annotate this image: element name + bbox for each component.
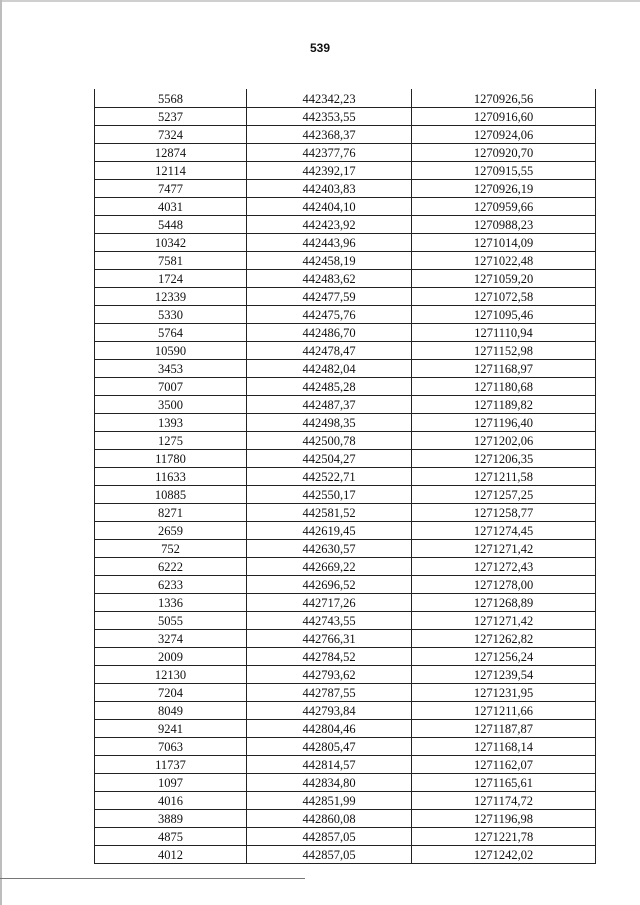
x-coordinate-cell: 442784,52: [247, 647, 412, 665]
point-number-cell: 8271: [95, 503, 247, 521]
x-coordinate-cell: 442475,76: [247, 305, 412, 323]
table-row: [95, 719, 596, 737]
point-number-cell: 11780: [95, 449, 247, 467]
y-coordinate-cell: 1271271,42: [412, 539, 596, 557]
table-row: [95, 809, 596, 827]
x-coordinate-cell: 442498,35: [247, 413, 412, 431]
table-row: [95, 665, 596, 683]
y-coordinate-cell: 1271211,66: [412, 701, 596, 719]
point-number-cell: 4016: [95, 791, 247, 809]
x-coordinate-cell: 442743,55: [247, 611, 412, 629]
table-row: [95, 89, 596, 107]
point-number-cell: 7477: [95, 179, 247, 197]
y-coordinate-cell: 1271268,89: [412, 593, 596, 611]
table-row: [95, 395, 596, 413]
table-row: [95, 413, 596, 431]
x-coordinate-cell: 442368,37: [247, 125, 412, 143]
table-row: [95, 773, 596, 791]
y-coordinate-cell: 1271202,06: [412, 431, 596, 449]
point-number-cell: 11737: [95, 755, 247, 773]
table-row: [95, 179, 596, 197]
x-coordinate-cell: 442793,62: [247, 665, 412, 683]
x-coordinate-cell: 442482,04: [247, 359, 412, 377]
x-coordinate-cell: 442581,52: [247, 503, 412, 521]
x-coordinate-cell: 442403,83: [247, 179, 412, 197]
table-row: [95, 827, 596, 845]
y-coordinate-cell: 1270916,60: [412, 107, 596, 125]
scan-top-edge: [0, 0, 640, 2]
x-coordinate-cell: 442766,31: [247, 629, 412, 647]
point-number-cell: 7007: [95, 377, 247, 395]
point-number-cell: 2659: [95, 521, 247, 539]
y-coordinate-cell: 1270926,56: [412, 89, 596, 107]
point-number-cell: 10590: [95, 341, 247, 359]
y-coordinate-cell: 1271258,77: [412, 503, 596, 521]
y-coordinate-cell: 1271152,98: [412, 341, 596, 359]
point-number-cell: 9241: [95, 719, 247, 737]
x-coordinate-cell: 442483,62: [247, 269, 412, 287]
point-number-cell: 3453: [95, 359, 247, 377]
point-number-cell: 7063: [95, 737, 247, 755]
y-coordinate-cell: 1271271,42: [412, 611, 596, 629]
point-number-cell: 7204: [95, 683, 247, 701]
x-coordinate-cell: 442851,99: [247, 791, 412, 809]
x-coordinate-cell: 442458,19: [247, 251, 412, 269]
x-coordinate-cell: 442486,70: [247, 323, 412, 341]
x-coordinate-cell: 442443,96: [247, 233, 412, 251]
x-coordinate-cell: 442550,17: [247, 485, 412, 503]
y-coordinate-cell: 1271168,14: [412, 737, 596, 755]
point-number-cell: 5568: [95, 89, 247, 107]
point-number-cell: 4031: [95, 197, 247, 215]
point-number-cell: 10885: [95, 485, 247, 503]
table-row: [95, 323, 596, 341]
point-number-cell: 10342: [95, 233, 247, 251]
table-row: [95, 737, 596, 755]
y-coordinate-cell: 1270915,55: [412, 161, 596, 179]
point-number-cell: 5764: [95, 323, 247, 341]
point-number-cell: 5448: [95, 215, 247, 233]
table-row: [95, 197, 596, 215]
table-row: [95, 575, 596, 593]
point-number-cell: 3889: [95, 809, 247, 827]
point-number-cell: 6233: [95, 575, 247, 593]
table-row: [95, 557, 596, 575]
x-coordinate-cell: 442500,78: [247, 431, 412, 449]
x-coordinate-cell: 442669,22: [247, 557, 412, 575]
y-coordinate-cell: 1271180,68: [412, 377, 596, 395]
y-coordinate-cell: 1271059,20: [412, 269, 596, 287]
x-coordinate-cell: 442787,55: [247, 683, 412, 701]
point-number-cell: 2009: [95, 647, 247, 665]
table-row: [95, 467, 596, 485]
x-coordinate-cell: 442504,27: [247, 449, 412, 467]
point-number-cell: 8049: [95, 701, 247, 719]
x-coordinate-cell: 442834,80: [247, 773, 412, 791]
y-coordinate-cell: 1271072,58: [412, 287, 596, 305]
x-coordinate-cell: 442377,76: [247, 143, 412, 161]
table-row: [95, 251, 596, 269]
y-coordinate-cell: 1271274,45: [412, 521, 596, 539]
point-number-cell: 1097: [95, 773, 247, 791]
point-number-cell: 7581: [95, 251, 247, 269]
y-coordinate-cell: 1271242,02: [412, 845, 596, 863]
x-coordinate-cell: 442342,23: [247, 89, 412, 107]
point-number-cell: 1393: [95, 413, 247, 431]
table-row: [95, 629, 596, 647]
table-row: [95, 539, 596, 557]
point-number-cell: 6222: [95, 557, 247, 575]
y-coordinate-cell: 1271014,09: [412, 233, 596, 251]
table-row: [95, 143, 596, 161]
table-row: [95, 611, 596, 629]
y-coordinate-cell: 1270988,23: [412, 215, 596, 233]
y-coordinate-cell: 1271196,98: [412, 809, 596, 827]
table-row: [95, 683, 596, 701]
x-coordinate-cell: 442696,52: [247, 575, 412, 593]
y-coordinate-cell: 1271095,46: [412, 305, 596, 323]
table-row: [95, 377, 596, 395]
table-row: [95, 161, 596, 179]
x-coordinate-cell: 442793,84: [247, 701, 412, 719]
footer-rule: [0, 878, 305, 879]
table-row: [95, 341, 596, 359]
y-coordinate-cell: 1271231,95: [412, 683, 596, 701]
y-coordinate-cell: 1271257,25: [412, 485, 596, 503]
table-row: [95, 755, 596, 773]
point-number-cell: 3500: [95, 395, 247, 413]
table-row: [95, 503, 596, 521]
x-coordinate-cell: 442522,71: [247, 467, 412, 485]
y-coordinate-cell: 1271187,87: [412, 719, 596, 737]
table-row: [95, 287, 596, 305]
point-number-cell: 1336: [95, 593, 247, 611]
coordinates-table-body: [95, 89, 596, 863]
table-row: [95, 233, 596, 251]
point-number-cell: 3274: [95, 629, 247, 647]
x-coordinate-cell: 442404,10: [247, 197, 412, 215]
y-coordinate-cell: 1270920,70: [412, 143, 596, 161]
x-coordinate-cell: 442814,57: [247, 755, 412, 773]
x-coordinate-cell: 442630,57: [247, 539, 412, 557]
y-coordinate-cell: 1271174,72: [412, 791, 596, 809]
coordinates-table: [94, 89, 596, 864]
point-number-cell: 1724: [95, 269, 247, 287]
y-coordinate-cell: 1271272,43: [412, 557, 596, 575]
y-coordinate-cell: 1271278,00: [412, 575, 596, 593]
point-number-cell: 4012: [95, 845, 247, 863]
y-coordinate-cell: 1271239,54: [412, 665, 596, 683]
y-coordinate-cell: 1271110,94: [412, 323, 596, 341]
x-coordinate-cell: 442804,46: [247, 719, 412, 737]
point-number-cell: 1275: [95, 431, 247, 449]
table-row: [95, 449, 596, 467]
table-row: [95, 485, 596, 503]
table-row: [95, 107, 596, 125]
y-coordinate-cell: 1271189,82: [412, 395, 596, 413]
x-coordinate-cell: 442805,47: [247, 737, 412, 755]
x-coordinate-cell: 442392,17: [247, 161, 412, 179]
table-row: [95, 431, 596, 449]
x-coordinate-cell: 442857,05: [247, 845, 412, 863]
y-coordinate-cell: 1271262,82: [412, 629, 596, 647]
point-number-cell: 12130: [95, 665, 247, 683]
table-row: [95, 647, 596, 665]
scan-left-edge: [0, 0, 2, 905]
table-row: [95, 359, 596, 377]
y-coordinate-cell: 1270924,06: [412, 125, 596, 143]
y-coordinate-cell: 1271206,35: [412, 449, 596, 467]
point-number-cell: 12339: [95, 287, 247, 305]
y-coordinate-cell: 1270959,66: [412, 197, 596, 215]
table-row: [95, 215, 596, 233]
table-row: [95, 125, 596, 143]
table-row: [95, 521, 596, 539]
x-coordinate-cell: 442423,92: [247, 215, 412, 233]
x-coordinate-cell: 442353,55: [247, 107, 412, 125]
point-number-cell: 12874: [95, 143, 247, 161]
table-row: [95, 845, 596, 863]
point-number-cell: 11633: [95, 467, 247, 485]
point-number-cell: 5055: [95, 611, 247, 629]
x-coordinate-cell: 442857,05: [247, 827, 412, 845]
y-coordinate-cell: 1271211,58: [412, 467, 596, 485]
point-number-cell: 5237: [95, 107, 247, 125]
x-coordinate-cell: 442619,45: [247, 521, 412, 539]
x-coordinate-cell: 442477,59: [247, 287, 412, 305]
point-number-cell: 5330: [95, 305, 247, 323]
y-coordinate-cell: 1271196,40: [412, 413, 596, 431]
point-number-cell: 752: [95, 539, 247, 557]
table-row: [95, 269, 596, 287]
y-coordinate-cell: 1271165,61: [412, 773, 596, 791]
point-number-cell: 4875: [95, 827, 247, 845]
table-row: [95, 701, 596, 719]
y-coordinate-cell: 1271256,24: [412, 647, 596, 665]
x-coordinate-cell: 442487,37: [247, 395, 412, 413]
y-coordinate-cell: 1270926,19: [412, 179, 596, 197]
y-coordinate-cell: 1271162,07: [412, 755, 596, 773]
x-coordinate-cell: 442717,26: [247, 593, 412, 611]
y-coordinate-cell: 1271221,78: [412, 827, 596, 845]
point-number-cell: 12114: [95, 161, 247, 179]
page-number: 539: [309, 41, 331, 55]
y-coordinate-cell: 1271168,97: [412, 359, 596, 377]
y-coordinate-cell: 1271022,48: [412, 251, 596, 269]
table-row: [95, 791, 596, 809]
table-row: [95, 593, 596, 611]
x-coordinate-cell: 442478,47: [247, 341, 412, 359]
point-number-cell: 7324: [95, 125, 247, 143]
x-coordinate-cell: 442860,08: [247, 809, 412, 827]
table-row: [95, 305, 596, 323]
x-coordinate-cell: 442485,28: [247, 377, 412, 395]
